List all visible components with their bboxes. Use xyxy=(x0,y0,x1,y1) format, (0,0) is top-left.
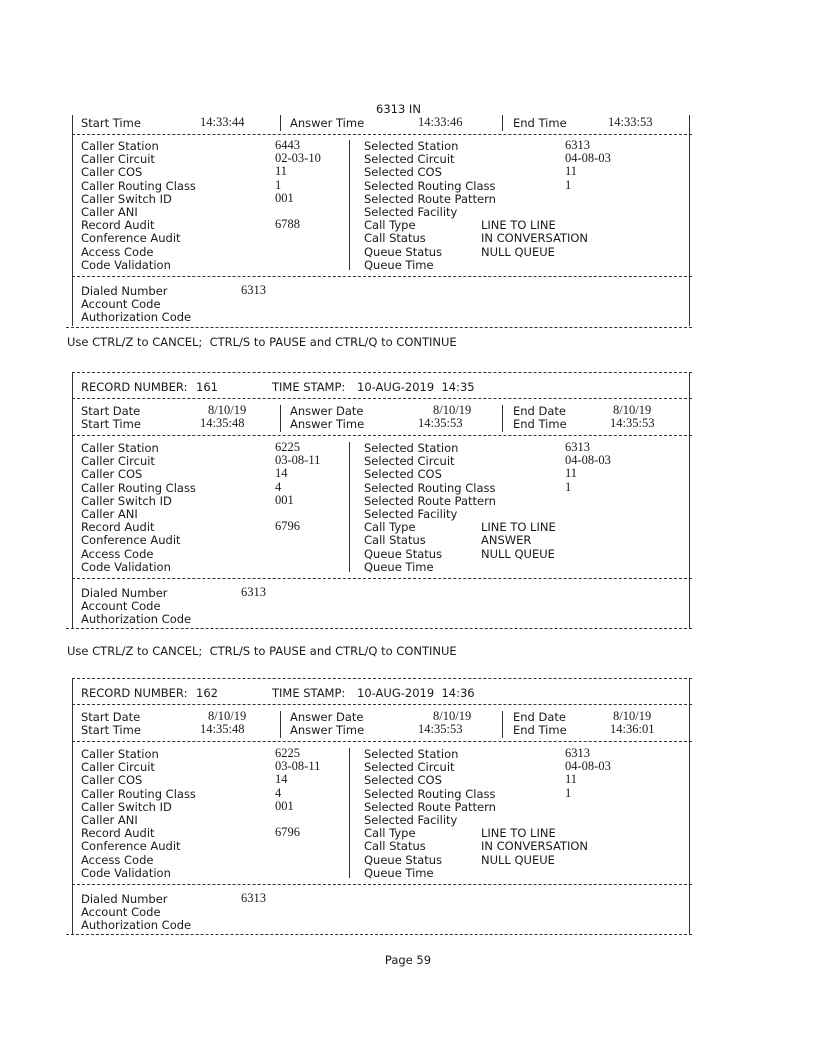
label-caller-ani: Caller ANI xyxy=(81,813,138,827)
label-call-status: Call Status xyxy=(364,839,426,854)
value-record-audit: 6788 xyxy=(275,217,300,232)
label-access-code: Access Code xyxy=(81,244,154,259)
value-end-time: 14:36:01 xyxy=(610,722,655,736)
value-caller-cos: 11 xyxy=(275,164,288,179)
value-record-number: 161 xyxy=(196,380,218,394)
value-end-date: 8/10/19 xyxy=(613,709,652,723)
label-queue-status: Queue Status xyxy=(364,852,443,867)
value-selected-circuit: 04-08-03 xyxy=(565,151,611,166)
label-authorization-code: Authorization Code xyxy=(81,918,192,933)
value-answer-time: 14:35:53 xyxy=(418,722,463,736)
label-selected-station: Selected Station xyxy=(364,441,459,455)
divider xyxy=(72,578,692,579)
divider xyxy=(72,435,692,436)
value-call-status: ANSWER xyxy=(481,533,532,548)
label-selected-circuit: Selected Circuit xyxy=(364,152,455,167)
value-caller-routing-class: 1 xyxy=(275,177,282,192)
value-selected-cos: 11 xyxy=(565,164,578,179)
column-separator xyxy=(349,748,350,878)
label-end-date: End Date xyxy=(513,710,566,724)
label-access-code: Access Code xyxy=(81,852,154,867)
label-answer-date: Answer Date xyxy=(290,404,364,418)
value-caller-routing-class: 4 xyxy=(275,479,282,494)
value-caller-switch-id: 001 xyxy=(275,798,294,813)
label-call-type: Call Type xyxy=(364,520,416,535)
frame-left xyxy=(72,372,73,628)
label-selected-circuit: Selected Circuit xyxy=(364,454,455,469)
label-end-time: End Time xyxy=(513,417,567,431)
label-caller-station: Caller Station xyxy=(81,747,159,761)
label-selected-routing-class: Selected Routing Class xyxy=(364,786,496,801)
label-caller-station: Caller Station xyxy=(81,139,159,153)
label-record-number: RECORD NUMBER: xyxy=(81,380,188,394)
label-code-validation: Code Validation xyxy=(81,559,171,574)
value-selected-station: 6313 xyxy=(565,440,590,454)
value-dialed-number: 6313 xyxy=(241,585,266,599)
value-caller-station: 6225 xyxy=(275,440,300,454)
value-dialed-number: 6313 xyxy=(241,891,266,905)
label-caller-circuit: Caller Circuit xyxy=(81,454,155,469)
label-conference-audit: Conference Audit xyxy=(81,533,181,548)
label-authorization-code: Authorization Code xyxy=(81,612,192,627)
label-call-type: Call Type xyxy=(364,826,416,841)
value-answer-date: 8/10/19 xyxy=(433,403,472,417)
label-caller-switch-id: Caller Switch ID xyxy=(81,191,172,206)
value-call-type: LINE TO LINE xyxy=(481,218,556,233)
label-caller-routing-class: Caller Routing Class xyxy=(81,480,196,495)
label-start-time: Start Time xyxy=(81,723,141,737)
label-start-time: Start Time xyxy=(81,417,141,431)
value-start-date: 8/10/19 xyxy=(208,709,247,723)
label-code-validation: Code Validation xyxy=(81,257,171,272)
label-time-stamp: TIME STAMP: xyxy=(272,380,346,394)
label-record-audit: Record Audit xyxy=(81,520,155,535)
label-selected-station: Selected Station xyxy=(364,747,459,761)
value-start-time: 14:35:48 xyxy=(200,416,245,430)
label-record-number: RECORD NUMBER: xyxy=(81,686,188,700)
value-record-audit: 6796 xyxy=(275,519,300,534)
page-number: Page 59 xyxy=(384,953,432,967)
label-selected-routing-class: Selected Routing Class xyxy=(364,178,496,193)
value-caller-circuit: 03-08-11 xyxy=(275,453,321,468)
divider xyxy=(72,741,692,742)
label-conference-audit: Conference Audit xyxy=(81,839,181,854)
label-dialed-number: Dialed Number xyxy=(81,586,168,600)
label-selected-cos: Selected COS xyxy=(364,773,442,788)
frame-left xyxy=(72,115,73,326)
label-caller-cos: Caller COS xyxy=(81,467,143,482)
value-end-time: 14:33:53 xyxy=(608,115,653,129)
value-queue-status: NULL QUEUE xyxy=(481,852,555,867)
value-record-number: 162 xyxy=(196,686,218,700)
value-caller-switch-id: 001 xyxy=(275,492,294,507)
label-call-type: Call Type xyxy=(364,218,416,233)
column-separator xyxy=(349,442,350,572)
label-selected-route-pattern: Selected Route Pattern xyxy=(364,493,496,508)
label-record-audit: Record Audit xyxy=(81,826,155,841)
value-answer-time: 14:35:53 xyxy=(418,416,463,430)
label-queue-status: Queue Status xyxy=(364,546,443,561)
label-time-stamp: TIME STAMP: xyxy=(272,686,346,700)
value-queue-status: NULL QUEUE xyxy=(481,244,555,259)
label-caller-switch-id: Caller Switch ID xyxy=(81,493,172,508)
value-call-type: LINE TO LINE xyxy=(481,826,556,841)
divider xyxy=(66,628,692,629)
frame-right xyxy=(689,678,690,934)
label-answer-date: Answer Date xyxy=(290,710,364,724)
instructions-line: Use CTRL/Z to CANCEL; CTRL/S to PAUSE and CTRL/Q to CONTINUE xyxy=(67,335,457,349)
divider xyxy=(72,884,692,885)
label-selected-facility: Selected Facility xyxy=(364,507,458,521)
value-answer-date: 8/10/19 xyxy=(433,709,472,723)
value-call-status: IN CONVERSATION xyxy=(481,231,589,246)
value-start-time: 14:33:44 xyxy=(200,115,245,129)
value-caller-cos: 14 xyxy=(275,772,288,787)
value-time-stamp: 10-AUG-2019 14:36 xyxy=(357,686,475,700)
value-selected-station: 6313 xyxy=(565,746,590,760)
label-queue-time: Queue Time xyxy=(364,559,434,574)
column-separator xyxy=(502,115,503,131)
frame-right xyxy=(689,115,690,326)
value-selected-routing-class: 1 xyxy=(565,479,572,494)
label-selected-route-pattern: Selected Route Pattern xyxy=(364,191,496,206)
value-caller-circuit: 03-08-11 xyxy=(275,759,321,774)
label-answer-time: Answer Time xyxy=(290,417,365,431)
label-queue-time: Queue Time xyxy=(364,865,434,880)
label-dialed-number: Dialed Number xyxy=(81,284,168,298)
label-selected-route-pattern: Selected Route Pattern xyxy=(364,799,496,814)
label-account-code: Account Code xyxy=(81,297,161,312)
label-caller-circuit: Caller Circuit xyxy=(81,152,155,167)
label-call-status: Call Status xyxy=(364,533,426,548)
label-selected-cos: Selected COS xyxy=(364,467,442,482)
label-start-time: Start Time xyxy=(81,116,141,130)
label-end-date: End Date xyxy=(513,404,566,418)
value-caller-station: 6443 xyxy=(275,138,300,152)
value-end-time: 14:35:53 xyxy=(610,416,655,430)
column-separator xyxy=(280,115,281,131)
label-selected-routing-class: Selected Routing Class xyxy=(364,480,496,495)
label-dialed-number: Dialed Number xyxy=(81,892,168,906)
value-selected-circuit: 04-08-03 xyxy=(565,453,611,468)
label-authorization-code: Authorization Code xyxy=(81,310,192,325)
value-selected-routing-class: 1 xyxy=(565,177,572,192)
label-selected-cos: Selected COS xyxy=(364,165,442,180)
divider xyxy=(66,934,692,935)
divider xyxy=(66,327,692,328)
value-selected-routing-class: 1 xyxy=(565,785,572,800)
value-end-date: 8/10/19 xyxy=(613,403,652,417)
value-caller-circuit: 02-03-10 xyxy=(275,151,321,166)
divider xyxy=(72,678,692,679)
column-separator xyxy=(280,711,281,738)
value-caller-switch-id: 001 xyxy=(275,190,294,205)
label-caller-cos: Caller COS xyxy=(81,773,143,788)
label-access-code: Access Code xyxy=(81,546,154,561)
label-caller-cos: Caller COS xyxy=(81,165,143,180)
divider xyxy=(72,704,692,705)
label-answer-time: Answer Time xyxy=(290,116,365,130)
label-start-date: Start Date xyxy=(81,404,141,418)
label-account-code: Account Code xyxy=(81,599,161,614)
divider xyxy=(72,134,692,135)
value-caller-cos: 14 xyxy=(275,466,288,481)
label-caller-routing-class: Caller Routing Class xyxy=(81,786,196,801)
value-selected-circuit: 04-08-03 xyxy=(565,759,611,774)
value-selected-cos: 11 xyxy=(565,772,578,787)
header-line: 6313 IN xyxy=(376,102,421,116)
label-caller-circuit: Caller Circuit xyxy=(81,760,155,775)
label-end-time: End Time xyxy=(513,723,567,737)
label-caller-ani: Caller ANI xyxy=(81,205,138,219)
frame-right xyxy=(689,372,690,628)
value-start-time: 14:35:48 xyxy=(200,722,245,736)
label-start-date: Start Date xyxy=(81,710,141,724)
column-separator xyxy=(502,405,503,432)
label-code-validation: Code Validation xyxy=(81,865,171,880)
label-queue-status: Queue Status xyxy=(364,244,443,259)
value-selected-station: 6313 xyxy=(565,138,590,152)
label-selected-station: Selected Station xyxy=(364,139,459,153)
label-account-code: Account Code xyxy=(81,905,161,920)
label-selected-facility: Selected Facility xyxy=(364,813,458,827)
value-time-stamp: 10-AUG-2019 14:35 xyxy=(357,380,475,394)
label-selected-facility: Selected Facility xyxy=(364,205,458,219)
label-end-time: End Time xyxy=(513,116,567,130)
value-start-date: 8/10/19 xyxy=(208,403,247,417)
divider xyxy=(72,398,692,399)
divider xyxy=(72,372,692,373)
divider xyxy=(72,276,692,277)
frame-left xyxy=(72,678,73,934)
label-caller-ani: Caller ANI xyxy=(81,507,138,521)
value-record-audit: 6796 xyxy=(275,825,300,840)
value-answer-time: 14:33:46 xyxy=(418,115,463,129)
value-call-type: LINE TO LINE xyxy=(481,520,556,535)
label-caller-station: Caller Station xyxy=(81,441,159,455)
label-answer-time: Answer Time xyxy=(290,723,365,737)
value-dialed-number: 6313 xyxy=(241,283,266,297)
column-separator xyxy=(280,405,281,432)
value-caller-station: 6225 xyxy=(275,746,300,760)
label-caller-switch-id: Caller Switch ID xyxy=(81,799,172,814)
label-call-status: Call Status xyxy=(364,231,426,246)
value-selected-cos: 11 xyxy=(565,466,578,481)
label-caller-routing-class: Caller Routing Class xyxy=(81,178,196,193)
column-separator xyxy=(349,140,350,270)
label-conference-audit: Conference Audit xyxy=(81,231,181,246)
label-queue-time: Queue Time xyxy=(364,257,434,272)
column-separator xyxy=(502,711,503,738)
label-selected-circuit: Selected Circuit xyxy=(364,760,455,775)
value-queue-status: NULL QUEUE xyxy=(481,546,555,561)
value-call-status: IN CONVERSATION xyxy=(481,839,589,854)
value-caller-routing-class: 4 xyxy=(275,785,282,800)
label-record-audit: Record Audit xyxy=(81,218,155,233)
instructions-line: Use CTRL/Z to CANCEL; CTRL/S to PAUSE and CTRL/Q to CONTINUE xyxy=(67,644,457,658)
